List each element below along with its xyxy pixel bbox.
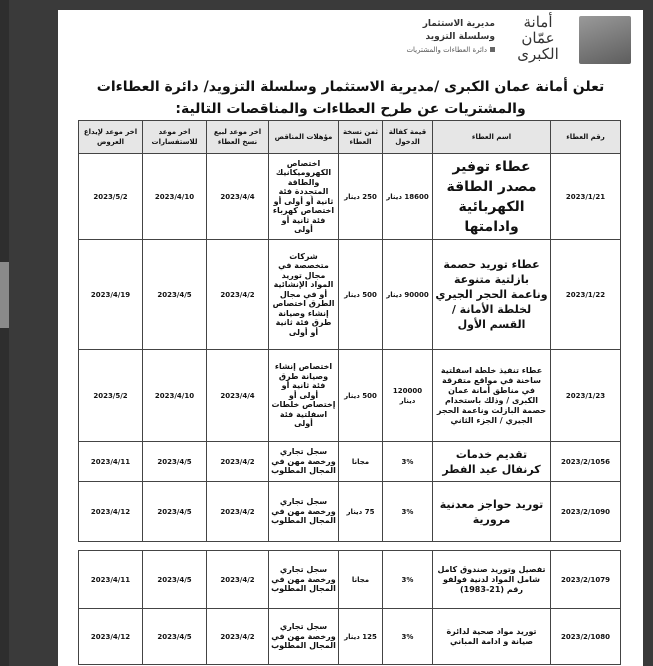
table-gap	[79, 542, 621, 551]
col-price: ثمن نسخة العطاء	[339, 121, 383, 154]
col-inquiry-deadline: اخر موعد للاستفسارات	[143, 121, 207, 154]
tender-name: عطاء تنفيذ خلطة اسفلتية ساخنة في مواقع متفرقة في مناطق أمانة عمان الكبرى / وذلك باستخدام حصمة البازلت وناعمة الحجر الجيري / الجزء الثاني	[433, 350, 551, 442]
tender-sale-date: 2023/4/2	[207, 240, 269, 350]
letterhead	[58, 10, 643, 72]
table-row	[79, 551, 621, 609]
scroll-handle[interactable]	[0, 262, 9, 328]
tender-name: عطاء توريد حصمة بازلتية متنوعة وناعمة الحجر الجيري لخلطة الأمانة /القسم الأول	[433, 240, 551, 350]
col-deposit-deadline: اخر موعد لإيداع العروض	[79, 121, 143, 154]
tender-price: 500 دينار	[339, 350, 383, 442]
tender-number: 2023/2/1079	[551, 551, 621, 609]
tender-inquiry-date: 2023/4/5	[143, 609, 207, 665]
tender-price: مجانا	[339, 442, 383, 482]
tender-sale-date: 2023/4/2	[207, 609, 269, 665]
viewer-left-bar	[0, 0, 9, 666]
tender-number: 2023/1/23	[551, 350, 621, 442]
tenders-table	[78, 120, 621, 665]
tender-qualifications: اختصاص إنشاء وصيانة طرق فئة ثانية أو أولى أو إختصاص خلطات اسفلتية فئة أولى	[269, 350, 339, 442]
tender-deposit-date: 2023/5/2	[79, 154, 143, 240]
tender-deposit-date: 2023/5/2	[79, 350, 143, 442]
amman-logo-icon	[579, 16, 631, 64]
col-number: رقم العطاء	[551, 121, 621, 154]
tender-number: 2023/2/1080	[551, 609, 621, 665]
tender-deposit-date: 2023/4/11	[79, 551, 143, 609]
col-bond: قيمة كفالة الدخول	[383, 121, 433, 154]
tender-qualifications: سجل تجاري ورخصة مهن في المجال المطلوب	[269, 609, 339, 665]
tender-bond: 18600 دينار	[383, 154, 433, 240]
table-row	[79, 350, 621, 442]
tender-qualifications: اختصاص الكهروميكانيك والطاقة المتجددة فئة ثانية أو أولى أو اختصاص كهرباء فئة ثانية أو أولى	[269, 154, 339, 240]
tender-bond: 3%	[383, 609, 433, 665]
tender-bond: 3%	[383, 551, 433, 609]
tender-bond: 120000 دينار	[383, 350, 433, 442]
tender-sale-date: 2023/4/4	[207, 154, 269, 240]
department-name: مديرية الاستثمار وسلسلة التزويد دائرة العطاءات والمشتريات	[385, 18, 495, 57]
tender-sale-date: 2023/4/2	[207, 442, 269, 482]
tender-deposit-date: 2023/4/11	[79, 442, 143, 482]
tender-deposit-date: 2023/4/19	[79, 240, 143, 350]
tender-qualifications: سجل تجاري ورخصة مهن في المجال المطلوب	[269, 482, 339, 542]
tender-inquiry-date: 2023/4/10	[143, 350, 207, 442]
tender-name: تفصيل وتوريد صندوق كامل شامل المواد لدنية فولفو رقم (21-1983)	[433, 551, 551, 609]
tender-number: 2023/2/1090	[551, 482, 621, 542]
tender-inquiry-date: 2023/4/10	[143, 154, 207, 240]
tender-price: 500 دينار	[339, 240, 383, 350]
tender-bond: 90000 دينار	[383, 240, 433, 350]
table-header-row	[79, 121, 621, 154]
tender-sale-date: 2023/4/4	[207, 350, 269, 442]
tender-name: توريد مواد صحية لدائرة صيانة و ادامة المباني	[433, 609, 551, 665]
tender-number: 2023/1/21	[551, 154, 621, 240]
table-row	[79, 482, 621, 542]
col-name: اسم العطاء	[433, 121, 551, 154]
tender-sale-date: 2023/4/2	[207, 551, 269, 609]
table-row	[79, 240, 621, 350]
tender-qualifications: سجل تجاري ورخصة مهن في المجال المطلوب	[269, 442, 339, 482]
tender-deposit-date: 2023/4/12	[79, 482, 143, 542]
tender-inquiry-date: 2023/4/5	[143, 551, 207, 609]
tender-number: 2023/1/22	[551, 240, 621, 350]
tender-name: تقديم خدمات كرنفال عيد الفطر	[433, 442, 551, 482]
tender-inquiry-date: 2023/4/5	[143, 442, 207, 482]
tender-inquiry-date: 2023/4/5	[143, 240, 207, 350]
tender-price: 125 دينار	[339, 609, 383, 665]
tender-name: عطاء توفير مصدر الطاقة الكهربائية وادامتها	[433, 154, 551, 240]
tender-name: توريد حواجز معدنية مرورية	[433, 482, 551, 542]
tender-bond: 3%	[383, 442, 433, 482]
tender-price: 75 دينار	[339, 482, 383, 542]
tender-number: 2023/2/1056	[551, 442, 621, 482]
tender-price: مجانا	[339, 551, 383, 609]
col-sale-deadline: اخر موعد لبيع نسخ العطاء	[207, 121, 269, 154]
tender-sale-date: 2023/4/2	[207, 482, 269, 542]
tender-inquiry-date: 2023/4/5	[143, 482, 207, 542]
tender-price: 250 دينار	[339, 154, 383, 240]
table-row	[79, 154, 621, 240]
tender-qualifications: شركات متخصصة في مجال توريد المواد الإنشائية أو في مجال الطرق اختصاص إنشاء وصيانة طرق فئة ثانية أو أولى	[269, 240, 339, 350]
table-row	[79, 609, 621, 665]
logo-text: أمانة عمّان الكبرى	[517, 13, 559, 63]
tender-qualifications: سجل تجاري ورخصة مهن في المجال المطلوب	[269, 551, 339, 609]
announcement-title: تعلن أمانة عمان الكبرى /مديرية الاستثمار وسلسلة التزويد/ دائرة العطاءات والمشتريات عن طرح العطاءات والمناقصات التالية:	[96, 79, 605, 117]
tender-bond: 3%	[383, 482, 433, 542]
col-qualifications: مؤهلات المناقص	[269, 121, 339, 154]
tender-deposit-date: 2023/4/12	[79, 609, 143, 665]
table-row	[79, 442, 621, 482]
